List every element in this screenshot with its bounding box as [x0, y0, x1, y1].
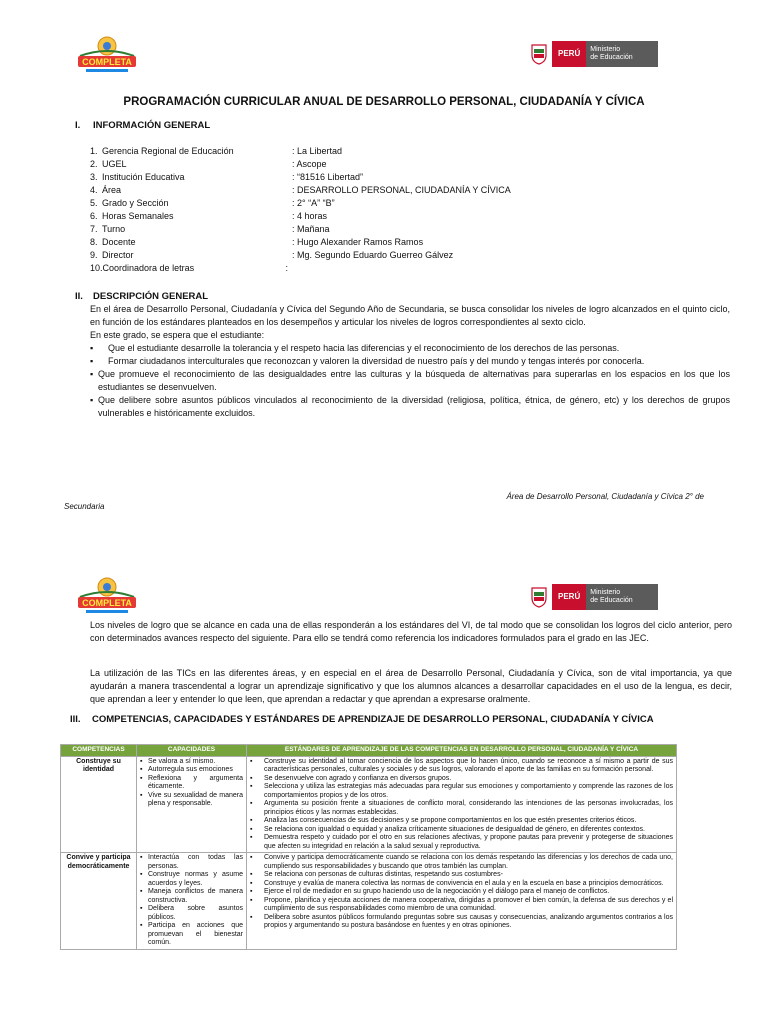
info-row: 2. UGEL : Ascope: [90, 159, 327, 169]
page-footer-area: Área de Desarrollo Personal, Ciudadanía y Cívica 2° de: [506, 492, 704, 501]
ministry-label: Ministerio de Educación: [586, 41, 658, 67]
standard-item: ▪ Demuestra respeto y cuidado por el otro en sus relaciones afectivas, y propone pautas para prevenir y protegerse de situaciones que afecten su integridad en relación a la salud sexual y reproductiva.: [250, 834, 673, 850]
general-info-list: [90, 145, 511, 275]
header-estandares: ESTÁNDARES DE APRENDIZAJE DE LAS COMPETENCIAS EN DESARROLLO PERSONAL, CIUDADANÍA Y CÍVICA: [247, 745, 677, 757]
jornada-escolar-completa-logo: [72, 34, 142, 74]
table-row: [61, 853, 677, 950]
capacity-item: ▪ Reflexiona y argumenta éticamente.: [140, 774, 243, 790]
standard-item: ▪ Selecciona y utiliza las estrategias más adecuadas para regular sus emociones y comportamiento y comprende las razones de los comportamientos propios y de los otros.: [250, 783, 673, 799]
capacity-item: ▪ Se valora a sí mismo.: [140, 757, 216, 765]
capacity-item: ▪ Autorregula sus emociones: [140, 766, 233, 773]
description-intro: En este grado, se espera que el estudiante:: [90, 330, 265, 340]
description-paragraph: En el área de Desarrollo Personal, Ciudadanía y Cívica del Segundo Año de Secundaria, se busca consolidar los niveles de logro alcanzados en el quinto ciclo, en función de los estándares planteados en los desempeños y articular los niveles de logros correspondientes al sexto ciclo.: [90, 304, 730, 327]
capacity-item: ▪ Interactúa con todas las personas.: [140, 854, 243, 870]
page-footer-level: Secundaria: [64, 502, 105, 511]
standard-item: ▪ Se relaciona con personas de culturas distintas, respetando sus costumbres-: [250, 871, 503, 878]
capacity-item: ▪ Vive su sexualidad de manera plena y responsable.: [140, 791, 243, 807]
standard-item: ▪ Se relaciona con igualdad o equidad y analiza críticamente situaciones de desigualdad de género, en diferentes contextos.: [250, 825, 645, 833]
competencies-table: [60, 744, 677, 950]
description-bullet: ▪ Que el estudiante desarrolle la tolerancia y el respeto hacia las diferencias y el reconocimiento de los derechos de las personas.: [90, 343, 620, 353]
section-2-heading: II. DESCRIPCIÓN GENERAL: [75, 291, 209, 302]
achievement-levels-paragraph: Los niveles de logro que se alcance en cada una de ellas responderán a los estándares del VI, de tal modo que se consolidan los logros del ciclo anterior, pero con determinados avances respecto del siguiente. Para ello se tendrá como referencia los indicadores formulados para el grado en las JEC.: [90, 620, 732, 643]
peru-shield-icon: [530, 586, 548, 608]
ministry-label: Ministerio de Educación: [586, 584, 658, 610]
peru-label: PERÚ: [552, 41, 586, 67]
info-row: 8. Docente : Hugo Alexander Ramos Ramos: [90, 237, 424, 247]
capacities-cell: [137, 853, 247, 950]
standards-cell: [247, 853, 677, 950]
peru-shield-icon: [530, 43, 548, 65]
info-row: 9. Director : Mg. Segundo Eduardo Guerreo Gálvez: [90, 250, 454, 260]
standard-item: ▪ Convive y participa democráticamente cuando se relaciona con los demás respetando las diferencias y los derechos de cada uno, cumpliendo sus responsabilidades y buscando que otros también las cumplan.: [250, 854, 673, 870]
info-row: 6. Horas Semanales : 4 horas: [90, 211, 328, 221]
standard-item: ▪ Ejerce el rol de mediador en su grupo haciendo uso de la negociación y el diálogo para el manejo de conflictos.: [250, 888, 610, 895]
peru-label: PERÚ: [552, 584, 586, 610]
capacity-item: ▪ Construye normas y asume acuerdos y leyes.: [140, 871, 243, 887]
standards-cell: [247, 756, 677, 853]
standard-item: ▪ Construye y evalúa de manera colectiva las normas de convivencia en el aula y en la escuela en base a principios democráticos.: [250, 879, 664, 887]
general-description: [90, 303, 730, 420]
section-1-heading: I. INFORMACIÓN GENERAL: [75, 120, 211, 131]
capacity-item: ▪ Maneja conflictos de manera constructiva.: [140, 888, 243, 904]
info-row: 1. Gerencia Regional de Educación : La Libertad: [90, 146, 343, 156]
standard-item: ▪ Se desenvuelve con agrado y confianza en diversos grupos.: [250, 774, 452, 782]
jec-logo-text: COMPLETA: [82, 57, 132, 67]
standard-item: ▪ Argumenta su posición frente a situaciones de conflicto moral, considerando las intenciones de las personas involucradas, los principios éticos y las normas establecidas.: [250, 800, 673, 816]
standard-item: ▪ Construye su identidad al tomar conciencia de los aspectos que lo hacen único, cuando se reconoce a sí mismo a partir de sus características personales, culturales y sociales y de sus logros, valorando el aporte de las familias en su formación personal.: [250, 757, 673, 773]
section-3-heading: III. COMPETENCIAS, CAPACIDADES Y ESTÁNDARES DE APRENDIZAJE DE DESARROLLO PERSONAL, CIUDADANÍA Y CÍVICA: [70, 714, 654, 725]
header-competencias: COMPETENCIAS: [61, 745, 137, 757]
info-row: 10. Coordinadora de letras :: [90, 263, 289, 273]
description-bullet: ▪ Que promueve el reconocimiento de las desigualdades entre las culturas y la búsqueda de alternativas para superarlas en los espacios en los que los estudiantes se desenvuelven.: [90, 369, 730, 392]
document-title: PROGRAMACIÓN CURRICULAR ANUAL DE DESARROLLO PERSONAL, CIUDADANÍA Y CÍVICA: [123, 96, 645, 108]
info-row: 3. Institución Educativa : “81516 Libertad”: [90, 172, 364, 182]
standard-item: ▪ Analiza las consecuencias de sus decisiones y se propone comportamientos en los que estén presentes criterios éticos.: [250, 817, 637, 824]
tics-paragraph: La utilización de las TICs en las diferentes áreas, y en especial en el área de Desarrollo Personal, Ciudadanía y Cívica, son de vital importancia, ya que ayudarán a manera trascendental a lograr un aprendizaje significativo y que los alumnos alcances a desarrollar capacidades en el uso de la lengua, es decir, que aprendan a leer y entender lo que leen, que aprendan a redactar y que aprendan a expresarse oralmente.: [90, 668, 732, 704]
table-row: [61, 756, 677, 853]
info-row: 4. Área : DESARROLLO PERSONAL, CIUDADANÍA Y CÍVICA: [90, 185, 511, 195]
standard-item: ▪ Propone, planifica y ejecuta acciones de manera cooperativa, dirigidas a promover el bien común, la defensa de sus derechos y el cumplimiento de sus responsabilidades como miembro de una comunidad.: [250, 896, 673, 912]
ministerio-educacion-logo: [530, 41, 658, 67]
info-row: 7. Turno : Mañana: [90, 224, 330, 234]
competency-name: Construye su identidad: [61, 756, 137, 853]
info-row: 5. Grado y Sección : 2° “A” “B”: [90, 198, 335, 208]
description-bullet: ▪ Que delibere sobre asuntos públicos vinculados al reconocimiento de la diversidad (religiosa, política, étnica, de género, etc) y los derechos de grupos vulnerables e históricamente excluidos.: [90, 395, 730, 418]
competency-name: Convive y participa democráticamente: [61, 853, 137, 950]
table-header-row: [61, 745, 677, 757]
header-capacidades: CAPACIDADES: [137, 745, 247, 757]
jornada-escolar-completa-logo: [72, 575, 142, 615]
description-bullet: ▪ Formar ciudadanos interculturales que reconozcan y valoren la diversidad de nuestro país y del mundo y tengas interés por conocerla.: [90, 356, 645, 366]
standard-item: ▪ Delibera sobre asuntos públicos formulando preguntas sobre sus causas y consecuencias, analizando argumentos contrarios a los propios y argumentando su postura basándose en fuentes y en otras opiniones.: [250, 913, 673, 929]
ministerio-educacion-logo: [530, 584, 658, 610]
capacities-cell: [137, 756, 247, 853]
capacity-item: ▪ Delibera sobre asuntos públicos.: [140, 905, 243, 921]
capacity-item: ▪ Participa en acciones que promuevan el bienestar común.: [140, 922, 243, 946]
jec-logo-text: COMPLETA: [82, 598, 132, 608]
